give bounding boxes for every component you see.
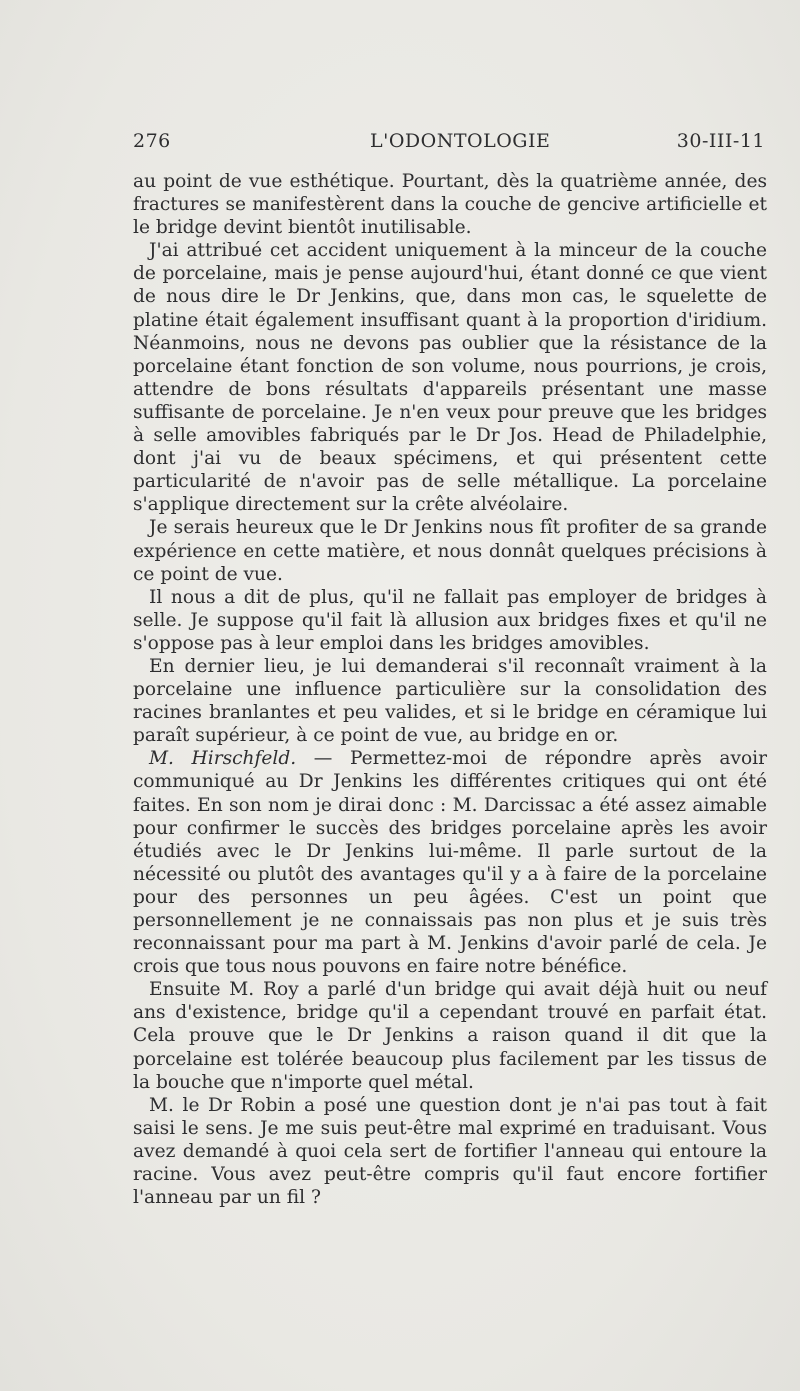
speaker-name: M. Hirschfeld. bbox=[149, 748, 297, 770]
paragraph: Ensuite M. Roy a parlé d'un bridge qui avait déjà huit ou neuf ans d'existence, bridge qu'il a cependant trouvé en parfait état. Cela prouve que le Dr Jenkins a raison quand il dit que la porcelaine est tolérée beaucoup plus facilement par les tissus de la bouche que n'importe quel métal. bbox=[133, 979, 767, 1093]
speaker-paragraph bbox=[133, 747, 767, 978]
paragraph: M. le Dr Robin a posé une question dont je n'ai pas tout à fait saisi le sens. Je me suis peut-être mal exprimé en traduisant. Vous avez demandé à quoi cela sert de fortifier l'anneau qui entoure la racine. Vous avez peut-être compris qu'il faut encore fortifier l'anneau par un fil ? bbox=[133, 1094, 767, 1209]
running-header bbox=[133, 130, 765, 154]
paragraph: J'ai attribué cet accident uniquement à la minceur de la couche de porcelaine, mais je pense aujourd'hui, étant donné ce que vient de nous dire le Dr Jenkins, que, dans mon cas, le squelette de platine était également insuffisant quant à la proportion d'iridium. Néanmoins, nous ne devons pas oublier que la résistance de la porcelaine étant fonction de son volume, nous pourrions, je crois, attendre de bons résultats d'appareils présentant une masse suffisante de porcelaine. Je n'en veux pour preuve que les bridges à selle amovibles fabriqués par le Dr Jos. Head de Philadelphie, dont j'ai vu de beaux spécimens, et qui présentent cette particularité de n'avoir pas de selle métallique. La porcelaine s'applique directement sur la crête alvéolaire. bbox=[133, 240, 767, 516]
paragraph: au point de vue esthétique. Pourtant, dès la quatrième année, des fractures se manifestèrent dans la couche de gencive artificielle et le bridge devint bientôt inutilisable. bbox=[133, 171, 767, 239]
paragraph: Il nous a dit de plus, qu'il ne fallait pas employer de bridges à selle. Je suppose qu'il fait là allusion aux bridges fixes et qu'il ne s'oppose pas à leur emploi dans les bridges amovibles. bbox=[133, 586, 767, 654]
issue-date: 30-III-11 bbox=[676, 130, 765, 152]
paragraph: En dernier lieu, je lui demanderai s'il reconnaît vraiment à la porcelaine une influence particulière sur la consolidation des racines branlantes et peu valides, et si le bridge en céramique lui paraît supérieur, à ce point de vue, au bridge en or. bbox=[133, 655, 767, 747]
paragraph: Je serais heureux que le Dr Jenkins nous fît profiter de sa grande expérience en cette matière, et nous donnât quelques précisions à ce point de vue. bbox=[133, 517, 767, 585]
running-title: L'ODONTOLOGIE bbox=[370, 130, 551, 152]
speaker-text: — Permettez-moi de répondre après avoir communiqué au Dr Jenkins les différentes critiques qui ont été faites. En son nom je dirai donc : M. Darcissac a été assez aimable pour confirmer le succès des bridges porcelaine après les avoir étudiés avec le Dr Jenkins lui-même. Il parle surtout de la nécessité ou plutôt des avantages qu'il y a à faire de la porcelaine pour des personnes un peu âgées. C'est un point que personnellement je ne connaissais pas non plus et je suis très reconnaissant pour ma part à M. Jenkins d'avoir parlé de cela. Je crois que tous nous pouvons en faire notre bénéfice. bbox=[133, 748, 767, 978]
page-number: 276 bbox=[133, 130, 171, 152]
body-text bbox=[133, 170, 767, 1209]
